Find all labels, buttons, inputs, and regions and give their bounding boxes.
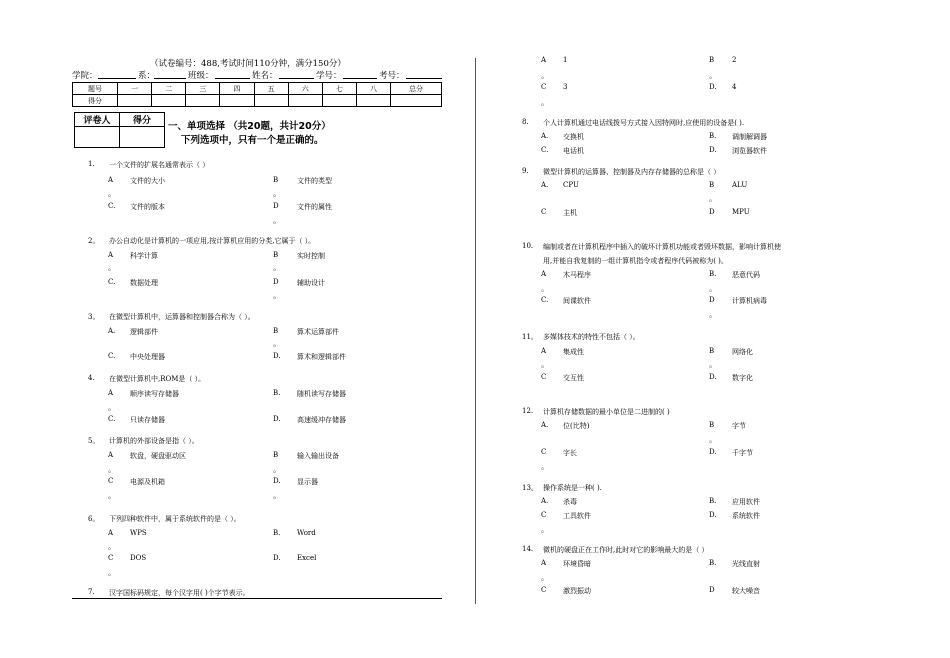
option-d-text: 显示器	[297, 478, 318, 486]
score-header-cell: 四	[220, 83, 254, 95]
option-d-label: D.	[273, 477, 281, 485]
dot-mark: 。	[273, 189, 281, 198]
option-a-text: 集成性	[563, 348, 584, 356]
option-c-text: 文件的版本	[130, 203, 165, 211]
option-c-text: 激烈振动	[563, 587, 591, 595]
option-c-text: 主机	[563, 209, 577, 217]
score-cell[interactable]	[254, 95, 288, 107]
option-b-label: B.	[709, 270, 717, 278]
option-c-label: C	[541, 448, 547, 456]
dot-mark: 。	[108, 263, 116, 272]
question-stem: 多媒体技术的特性不包括（ ）。	[543, 333, 640, 341]
option-c-label: C	[541, 373, 547, 381]
option-b-text: ALU	[732, 181, 748, 189]
question-stem: 在微型计算机中,ROM是（ ）。	[109, 375, 206, 383]
option-c-text: 交互性	[563, 374, 584, 382]
option-c-label: C.	[108, 352, 116, 360]
option-d-label: D.	[709, 373, 717, 381]
option-a-text: 科学计算	[130, 252, 158, 260]
grader-score-cell[interactable]	[120, 127, 165, 148]
option-d-label: D.	[273, 554, 281, 562]
option-d-text: 4	[732, 83, 737, 91]
score-cell[interactable]	[220, 95, 254, 107]
option-c-label: C.	[541, 146, 549, 154]
option-b-text: 文件的类型	[297, 177, 332, 185]
score-cell[interactable]	[152, 95, 186, 107]
option-a-label: A	[108, 251, 114, 259]
score-table-score-row	[73, 95, 442, 107]
question-stem: 一个文件的扩展名通常表示（ ）	[109, 161, 210, 169]
field-student-id-label: 学号：	[316, 71, 342, 81]
option-a-text: 位(比特)	[563, 422, 590, 430]
option-d-label: D	[273, 278, 279, 286]
option-c-text: 间谍软件	[563, 297, 591, 305]
option-a-text: 环境昏暗	[563, 560, 591, 568]
dot-mark: 。	[273, 465, 281, 474]
option-c-label: C	[541, 586, 547, 594]
section-subtitle: 下列选项中，只有一个是正确的。	[181, 135, 324, 146]
option-a-text: 1	[563, 56, 568, 64]
option-b-text: 字节	[732, 422, 746, 430]
field-name-line[interactable]	[279, 78, 314, 79]
dot-mark: 。	[541, 462, 549, 471]
option-b-label: B	[273, 327, 279, 335]
dot-mark: 。	[108, 403, 116, 412]
question-number: 6。	[88, 515, 100, 523]
dot-mark: 。	[541, 360, 549, 369]
option-c-text: 电话机	[563, 147, 584, 155]
field-name-label: 姓名：	[252, 71, 278, 81]
dot-mark: 。	[108, 568, 116, 577]
option-b-text: 实时控制	[297, 252, 325, 260]
question-number: 10.	[522, 242, 534, 250]
option-a-text: CPU	[563, 181, 579, 189]
option-d-text: 文件的属性	[297, 203, 332, 211]
score-header-cell: 总分	[391, 83, 442, 95]
option-b-label: B.	[273, 529, 281, 537]
dot-mark: 。	[541, 525, 549, 534]
option-c-label: C.	[108, 202, 116, 210]
option-a-label: A	[108, 451, 114, 459]
option-c-text: 电源及机箱	[130, 478, 165, 486]
option-b-label: B.	[273, 389, 281, 397]
option-a-label: A	[108, 176, 114, 184]
dot-mark: 。	[709, 71, 717, 80]
option-a-text: 木马程序	[563, 271, 591, 279]
option-a-label: A	[108, 389, 114, 397]
option-a-text: 交换机	[563, 133, 584, 141]
option-c-text: 3	[563, 83, 568, 91]
field-exam-id-label: 考号：	[379, 71, 405, 81]
option-d-text: Excel	[297, 554, 317, 562]
option-a-label: A	[541, 270, 547, 278]
question-stem: 微机的硬盘正在工作时,此时对它的影响最大的是（ ）	[543, 546, 709, 554]
dot-mark: 。	[709, 194, 717, 203]
question-stem: 在微型计算机中，运算器和控制器合称为（ ）。	[109, 313, 255, 321]
dot-mark: 。	[541, 98, 549, 107]
dot-mark: 。	[541, 284, 549, 293]
grader-signature-cell[interactable]	[75, 127, 120, 148]
field-college-label: 学院：	[72, 71, 98, 81]
option-a-label: A.	[541, 421, 549, 429]
option-b-text: 网络化	[732, 348, 753, 356]
score-table	[72, 82, 442, 107]
section-title: 一、单项选择 （共20题，共计20分）	[168, 121, 331, 132]
score-header-cell: 七	[322, 83, 356, 95]
score-cell[interactable]	[356, 95, 390, 107]
option-d-label: D.	[709, 511, 717, 519]
score-cell[interactable]	[391, 95, 442, 107]
question-stem-line-2: 用,并能自我复制的一组计算机指令或者程序代码被称为( )。	[543, 257, 728, 265]
question-stem: 微型计算机的运算器、控制器及内存存储器的总称是（ ）	[543, 168, 721, 176]
question-number: 1.	[88, 160, 95, 168]
option-c-label: C	[541, 208, 547, 216]
option-d-text: 高速缓冲存储器	[297, 416, 346, 424]
option-d-text: 较大噪音	[732, 587, 760, 595]
option-c-text: DOS	[130, 554, 147, 562]
option-c-text: 工具软件	[563, 512, 591, 520]
question-stem: 计算机存储数据的最小单位是二进制的( )	[543, 408, 670, 416]
left-bottom-rule	[72, 598, 442, 599]
option-b-label: B.	[709, 559, 717, 567]
dot-mark: 。	[108, 189, 116, 198]
score-header-cell: 五	[254, 83, 288, 95]
option-c-label: C	[541, 83, 547, 91]
question-number: 13。	[522, 484, 538, 492]
option-c-label: C	[541, 511, 547, 519]
option-d-label: D	[273, 202, 279, 210]
option-d-text: 辅助设计	[297, 279, 325, 287]
field-student-id-line[interactable]	[343, 78, 377, 79]
option-d-label: D	[709, 296, 715, 304]
option-b-label: B	[709, 56, 715, 64]
question-number: 7.	[88, 588, 95, 596]
option-a-text: 软盘，硬盘驱动区	[130, 452, 186, 460]
grader-score-label: 得分	[120, 113, 165, 127]
dot-mark: 。	[273, 339, 281, 348]
option-c-text: 中央处理器	[130, 353, 165, 361]
option-d-text: 系统软件	[732, 512, 760, 520]
field-exam-id-line[interactable]	[406, 78, 442, 79]
dot-mark: 。	[108, 542, 116, 551]
option-a-text: 杀毒	[563, 498, 577, 506]
option-d-label: D.	[709, 83, 717, 91]
option-a-label: A.	[541, 181, 549, 189]
dot-mark: 。	[541, 573, 549, 582]
option-b-text: 光线直射	[732, 560, 760, 568]
question-number: 12.	[522, 407, 534, 415]
field-class-line[interactable]	[215, 78, 250, 79]
option-a-label: A.	[541, 132, 549, 140]
question-stem: 汉字国标码规定，每个汉字用( )个字节表示。	[109, 589, 250, 597]
question-number: 14.	[522, 545, 534, 553]
option-d-text: 计算机病毒	[732, 297, 767, 305]
option-a-text: 文件的大小	[130, 177, 165, 185]
score-table-header-row	[73, 83, 442, 95]
question-number: 5。	[88, 437, 100, 445]
option-a-text: WPS	[130, 529, 147, 537]
option-b-text: 恶意代码	[732, 271, 760, 279]
option-b-label: B.	[709, 497, 717, 505]
question-stem: 个人计算机通过电话线拨号方式接入因特网时,应使用的设备是( ).	[543, 119, 745, 127]
question-number: 4.	[88, 374, 95, 382]
option-b-label: B.	[709, 132, 717, 140]
question-number: 9.	[522, 167, 529, 175]
dot-mark: 。	[273, 291, 281, 300]
option-a-label: A	[541, 559, 547, 567]
option-c-text: 只读存储器	[130, 416, 165, 424]
dot-mark: 。	[273, 263, 281, 272]
score-cell[interactable]	[322, 95, 356, 107]
option-d-label: D	[709, 586, 715, 594]
score-cell[interactable]	[118, 95, 152, 107]
option-d-label: D.	[273, 352, 281, 360]
option-d-label: D.	[709, 448, 717, 456]
question-stem: 计算机的外部设备是指（ ）。	[109, 437, 199, 445]
question-stem: 编制或者在计算机程序中插入的破坏计算机功能或者毁坏数据，影响计算机使	[543, 243, 781, 251]
question-stem: 办公自动化是计算机的一项应用,按计算机应用的分类,它属于（ ）。	[109, 237, 316, 245]
option-d-text: 千字节	[732, 449, 753, 457]
option-b-label: B	[709, 347, 715, 355]
option-a-label: A	[541, 347, 547, 355]
score-header-cell: 题号	[73, 83, 118, 95]
option-c-label: C.	[541, 296, 549, 304]
score-header-cell: 二	[152, 83, 186, 95]
page-divider	[475, 58, 476, 604]
option-d-text: MPU	[732, 208, 750, 216]
option-c-label: C	[108, 554, 114, 562]
score-header-cell: 一	[118, 83, 152, 95]
option-b-label: B	[273, 451, 279, 459]
option-a-label: A.	[108, 327, 116, 335]
option-b-text: 随机读写存储器	[297, 390, 346, 398]
question-stem: 操作系统是一种( ).	[543, 484, 602, 492]
option-d-text: 浏览器软件	[732, 147, 767, 155]
option-b-text: 应用软件	[732, 498, 760, 506]
option-b-label: B	[709, 181, 715, 189]
question-number: 2。	[88, 237, 100, 245]
dot-mark: 。	[709, 360, 717, 369]
field-department-label: 系：	[138, 71, 156, 81]
option-c-label: C.	[108, 415, 116, 423]
option-b-text: 输入输出设备	[297, 452, 339, 460]
option-d-label: D.	[273, 415, 281, 423]
option-b-text: 调制解调器	[732, 133, 767, 141]
grader-box	[74, 112, 165, 148]
field-department-line[interactable]	[154, 78, 186, 79]
field-college-line[interactable]	[98, 78, 136, 79]
option-c-label: C.	[108, 278, 116, 286]
option-a-label: A	[108, 529, 114, 537]
option-a-text: 顺序读写存储器	[130, 390, 179, 398]
dot-mark: 。	[709, 435, 717, 444]
dot-mark: 。	[108, 465, 116, 474]
option-d-label: D	[709, 208, 715, 216]
dot-mark: 。	[273, 216, 281, 225]
question-stem: 下列四种软件中，属于系统软件的是（ ）。	[109, 515, 241, 523]
grader-label: 评卷人	[75, 113, 120, 127]
dot-mark: 。	[273, 491, 281, 500]
option-b-text: 2	[732, 56, 737, 64]
option-c-label: C	[108, 477, 114, 485]
dot-mark: 。	[709, 310, 717, 319]
option-b-text: 算术运算部件	[297, 328, 339, 336]
question-number: 11。	[522, 333, 538, 341]
option-a-text: 逻辑部件	[130, 328, 158, 336]
option-d-text: 算术和逻辑部件	[297, 353, 346, 361]
exam-info: （试卷编号：488,考试时间110分钟，满分150分）	[150, 59, 346, 69]
option-a-label: A.	[541, 497, 549, 505]
score-header-cell: 八	[356, 83, 390, 95]
question-number: 3。	[88, 313, 100, 321]
score-row-label: 得分	[73, 95, 118, 107]
score-cell[interactable]	[186, 95, 220, 107]
field-class-label: 班级：	[188, 71, 214, 81]
score-cell[interactable]	[288, 95, 322, 107]
option-c-text: 字长	[563, 449, 577, 457]
option-d-text: 数字化	[732, 374, 753, 382]
option-b-label: B	[273, 251, 279, 259]
score-header-cell: 六	[288, 83, 322, 95]
option-c-text: 数据处理	[130, 279, 158, 287]
dot-mark: 。	[541, 71, 549, 80]
score-header-cell: 三	[186, 83, 220, 95]
option-b-label: B	[709, 421, 715, 429]
option-b-label: B	[273, 176, 279, 184]
question-number: 8.	[522, 118, 529, 126]
option-d-label: D.	[709, 146, 717, 154]
dot-mark: 。	[108, 491, 116, 500]
dot-mark: 。	[709, 284, 717, 293]
option-b-text: Word	[297, 529, 316, 537]
option-a-label: A	[541, 56, 547, 64]
